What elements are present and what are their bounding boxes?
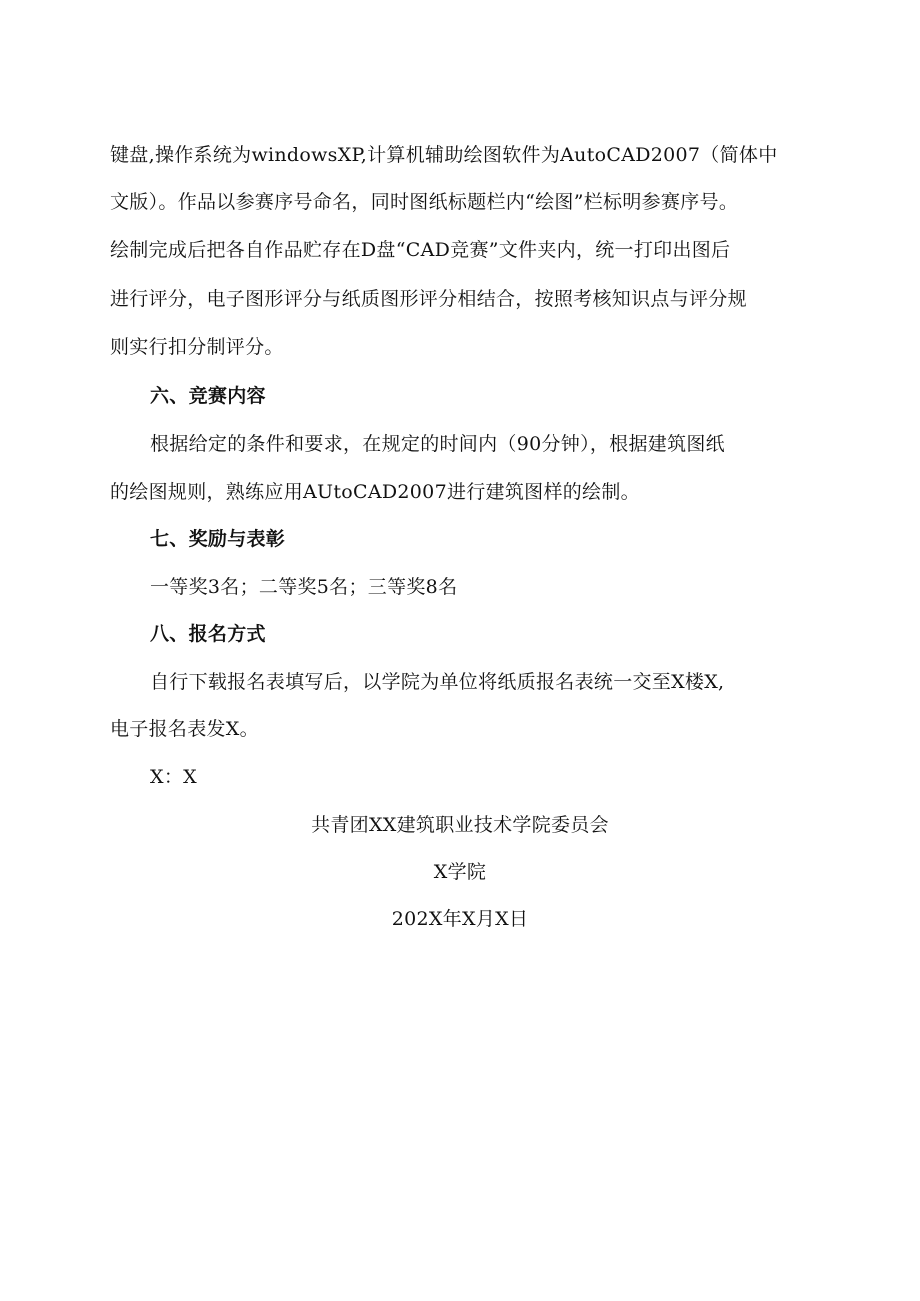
signature-dept: X学院 (433, 861, 487, 883)
rules-line-3: 绘制完成后把各自作品贮存在D盘“CAD竞赛”文件夹内，统一打印出图后 (110, 239, 731, 261)
rules-line-2: 文版）。作品以参赛序号命名，同时图纸标题栏内“绘图”栏标明参赛序号。 (110, 191, 739, 213)
section-8-line-1: 自行下载报名表填写后，以学院为单位将纸质报名表统一交至X楼X, (150, 671, 725, 693)
rules-line-1: 键盘,操作系统为windowsXP,计算机辅助绘图软件为AutoCAD2007（简体中 (110, 144, 778, 166)
section-7-line-1: 一等奖3名；二等奖5名；三等奖8名 (150, 576, 458, 598)
section-8-heading: 八、报名方式 (150, 623, 266, 645)
rules-line-5: 则实行扣分制评分。 (110, 336, 284, 358)
signature-date: 202X年X月X日 (391, 908, 529, 930)
section-7-heading: 七、奖励与表彰 (150, 528, 286, 550)
section-8-line-2: 电子报名表发X。 (110, 718, 259, 740)
rules-line-4: 进行评分，电子图形评分与纸质图形评分相结合，按照考核知识点与评分规 (110, 288, 747, 310)
signature-org: 共青团XX建筑职业技术学院委员会 (311, 814, 609, 836)
section-6-heading: 六、竞赛内容 (150, 385, 266, 407)
section-6-line-1: 根据给定的条件和要求，在规定的时间内（90分钟），根据建筑图纸 (150, 433, 725, 455)
section-6-line-2: 的绘图规则，熟练应用AUtoCAD2007进行建筑图样的绘制。 (110, 481, 640, 503)
contact-line: X：X (150, 766, 197, 788)
